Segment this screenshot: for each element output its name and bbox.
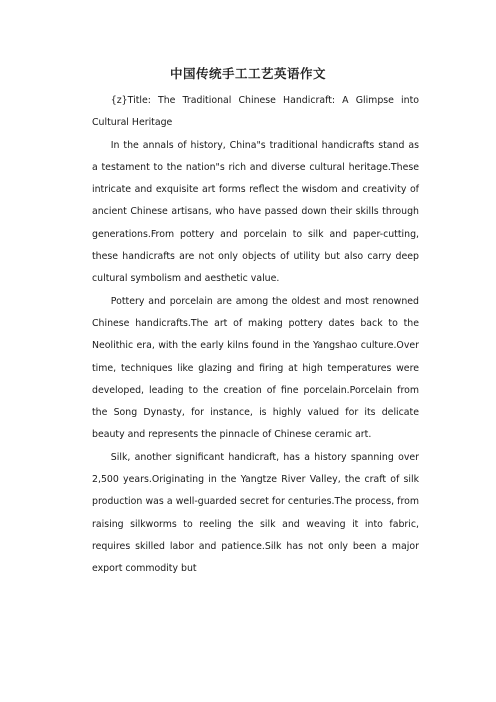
- document-body: [92, 90, 419, 581]
- paragraph: Silk, another significant handicraft, has a history spanning over 2,500 years.Originating in the Yangtze River Valley, the craft of silk production was a well-guarded secret for centuries.The process, from raising silkworms to reeling the silk and weaving it into fabric, requires skilled labor and patience.Silk has not only been a major export commodity but: [92, 451, 419, 575]
- paragraph-heading: {z}Title: The Traditional Chinese Handicraft: A Glimpse into Cultural Heritage: [92, 95, 419, 129]
- paragraph: Pottery and porcelain are among the oldest and most renowned Chinese handicrafts.The art of making pottery dates back to the Neolithic era, with the early kilns found in the Yangshao culture.Over time, techniques like glazing and firing at high temperatures were developed, leading to the creation of fine porcelain.Porcelain from the Song Dynasty, for instance, is highly valued for its delicate beauty and represents the pinnacle of Chinese ceramic art.: [92, 295, 419, 441]
- document-title: 中国传统手工工艺英语作文: [169, 66, 326, 81]
- paragraph: In the annals of history, China"s traditional handicrafts stand as a testament to the nation"s rich and diverse cultural heritage.These intricate and exquisite art forms reflect the wisdom and creativity of ancient Chinese artisans, who have passed down their skills through generations.From pottery and porcelain to silk and paper-cutting, these handicrafts are not only objects of utility but also carry deep cultural symbolism and aesthetic value.: [92, 139, 419, 285]
